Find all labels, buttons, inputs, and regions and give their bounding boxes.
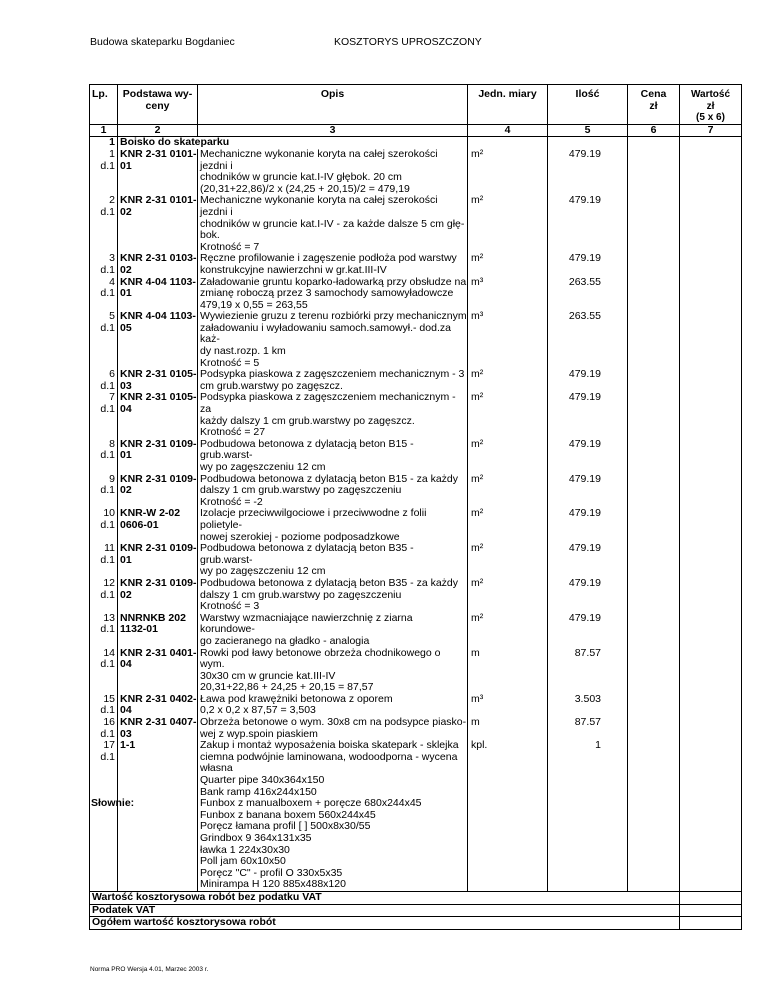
row-number: 7 [109, 391, 115, 404]
row-number: 15 [103, 692, 115, 705]
row-podstawa: KNR 2-31 0105- 03 [118, 369, 198, 392]
row-ilosc: 479.19 [548, 369, 628, 392]
row-jm: m² [468, 253, 548, 276]
row-lp [90, 508, 118, 543]
row-ilosc: 263.55 [548, 277, 628, 312]
row-department: d.1 [100, 159, 115, 172]
summary-brutto-label: Ogółem wartość kosztorysowa robót [90, 917, 680, 930]
row-opis: Zakup i montaż wyposażenia boiska skatepark - sklejka ciemna podwójnie laminowana, wodoodporna - wycena własna Quarter pipe 340x364x150 Bank ramp 416x244x150 Funbox z manualboxem + poręcze 680x244x45 Funbox z banana boxem 560x244x45 Poręcz łamana profil [ ] 500x8x30/55 Grindbox 9 364x131x35 ławka 1 224x30x30 Poll jam 60x10x50 Poręcz "C" - profil O 330x5x35 Minirampa H 120 885x488x120 [198, 740, 468, 891]
summary-brutto-row [90, 917, 742, 930]
col-header-ilosc: Ilość [548, 85, 628, 125]
table-row [90, 578, 742, 613]
row-ilosc: 479.19 [548, 195, 628, 253]
row-wartosc [680, 508, 742, 543]
summary-netto-label: Wartość kosztorysowa robót bez podatku VAT [90, 891, 680, 904]
row-lp [90, 392, 118, 438]
row-jm: m² [468, 149, 548, 195]
row-cena [628, 253, 680, 276]
col-number: 2 [118, 124, 198, 137]
row-cena [628, 277, 680, 312]
summary-brutto-value [680, 917, 742, 930]
row-department: d.1 [100, 704, 115, 717]
document-title: KOSZTORYS UPROSZCZONY [334, 36, 482, 48]
row-opis: Podbudowa betonowa z dylatacją beton B35 - za każdy dalszy 1 cm grub.warstwy po zagęszczeniu Krotność = 3 [198, 578, 468, 613]
row-opis: Ława pod krawężniki betonowa z oporem 0,2 x 0,2 x 87,57 = 3,503 [198, 694, 468, 717]
row-wartosc [680, 195, 742, 253]
row-opis: Podbudowa betonowa z dylatacją beton B15 - grub.warst- wy po zagęszczeniu 12 cm [198, 439, 468, 474]
row-department: d.1 [100, 403, 115, 416]
row-cena [628, 717, 680, 740]
row-department: d.1 [100, 518, 115, 531]
row-department: d.1 [100, 321, 115, 334]
row-number: 12 [103, 576, 115, 589]
row-ilosc: 87.57 [548, 717, 628, 740]
table-row [90, 253, 742, 276]
row-cena [628, 149, 680, 195]
row-jm: m [468, 648, 548, 694]
row-number: 17 [103, 739, 115, 752]
row-cena [628, 740, 680, 891]
row-opis: Izolacje przeciwwilgociowe i przeciwwodne z folii polietyle- nowej szerokiej - poziome podposadzkowe [198, 508, 468, 543]
row-wartosc [680, 439, 742, 474]
row-podstawa: 1-1 [118, 740, 198, 891]
row-opis: Obrzeża betonowe o wym. 30x8 cm na podsypce piasko- wej z wyp.spoin piaskiem [198, 717, 468, 740]
row-number: 5 [109, 310, 115, 323]
row-opis: Wywiezienie gruzu z terenu rozbiórki przy mechanicznym załadowaniu i wyładowaniu samoch.samowył.- dod.za każ- dy nast.rozp. 1 km Krotność = 5 [198, 311, 468, 369]
row-jm: m³ [468, 277, 548, 312]
row-ilosc: 479.19 [548, 149, 628, 195]
table-row [90, 648, 742, 694]
table-row [90, 717, 742, 740]
row-jm: m [468, 717, 548, 740]
table-row [90, 740, 742, 891]
row-podstawa: KNR 4-04 1103- 01 [118, 277, 198, 312]
row-opis: Ręczne profilowanie i zagęszenie podłoża pod warstwy konstrukcyjne nawierzchni w gr.kat.III-IV [198, 253, 468, 276]
table-row [90, 369, 742, 392]
table-header-row [90, 85, 742, 125]
row-lp [90, 369, 118, 392]
row-cena [628, 311, 680, 369]
row-wartosc [680, 694, 742, 717]
row-ilosc: 87.57 [548, 648, 628, 694]
summary-vat-value [680, 904, 742, 917]
row-opis: Warstwy wzmacniające nawierzchnię z ziarna korundowe- go zacieranego na gładko - analogia [198, 613, 468, 648]
row-jm: m² [468, 392, 548, 438]
row-wartosc [680, 311, 742, 369]
row-cena [628, 392, 680, 438]
amount-in-words-label: Słownie: [91, 797, 135, 809]
row-opis: Podbudowa betonowa z dylatacją beton B15 - za każdy dalszy 1 cm grub.warstwy po zagęszczeniu Krotność = -2 [198, 474, 468, 509]
row-department: d.1 [100, 287, 115, 300]
row-opis: Załadowanie gruntu koparko-ładowarką przy obsłudze na zmianę roboczą przez 3 samochody samowyładowcze 479,19 x 0,55 = 263,55 [198, 277, 468, 312]
row-wartosc [680, 578, 742, 613]
table-row [90, 508, 742, 543]
row-number: 16 [103, 716, 115, 729]
row-ilosc: 3.503 [548, 694, 628, 717]
row-ilosc: 479.19 [548, 439, 628, 474]
row-podstawa: KNR 2-31 0109- 02 [118, 474, 198, 509]
row-number: 4 [109, 275, 115, 288]
row-podstawa: KNR 2-31 0101- 01 [118, 149, 198, 195]
table-row [90, 277, 742, 312]
table-row [90, 694, 742, 717]
row-ilosc: 1 [548, 740, 628, 891]
row-department: d.1 [100, 727, 115, 740]
row-wartosc [680, 648, 742, 694]
row-cena [628, 543, 680, 578]
row-wartosc [680, 717, 742, 740]
row-wartosc [680, 474, 742, 509]
col-header-lp: Lp. [90, 85, 118, 125]
document-header-left: Budowa skateparku Bogdaniec [90, 36, 235, 48]
col-header-cena: Cena zł [628, 85, 680, 125]
row-department: d.1 [100, 553, 115, 566]
row-wartosc [680, 392, 742, 438]
row-department: d.1 [100, 588, 115, 601]
col-number: 5 [548, 124, 628, 137]
row-ilosc: 479.19 [548, 253, 628, 276]
row-jm: m² [468, 578, 548, 613]
table-row [90, 195, 742, 253]
row-opis: Podbudowa betonowa z dylatacją beton B35 - grub.warst- wy po zagęszczeniu 12 cm [198, 543, 468, 578]
col-number: 1 [90, 124, 118, 137]
row-ilosc: 479.19 [548, 613, 628, 648]
row-cena [628, 613, 680, 648]
row-department: d.1 [100, 750, 115, 763]
row-number: 13 [103, 611, 115, 624]
row-jm: m² [468, 613, 548, 648]
row-cena [628, 578, 680, 613]
table-row [90, 543, 742, 578]
table-row [90, 392, 742, 438]
row-cena [628, 195, 680, 253]
row-department: d.1 [100, 449, 115, 462]
row-cena [628, 694, 680, 717]
row-wartosc [680, 613, 742, 648]
table-row [90, 311, 742, 369]
row-jm: m³ [468, 694, 548, 717]
row-lp [90, 474, 118, 509]
row-podstawa: KNR-W 2-02 0606-01 [118, 508, 198, 543]
column-number-row [90, 124, 742, 137]
col-header-jm: Jedn. miary [468, 85, 548, 125]
row-cena [628, 648, 680, 694]
row-number: 11 [104, 542, 115, 555]
footer-software-version: Norma PRO Wersja 4.01, Marzec 2003 r. [90, 966, 209, 973]
table-row [90, 474, 742, 509]
row-number: 1 [109, 147, 115, 160]
row-podstawa: NNRNKB 202 1132-01 [118, 613, 198, 648]
row-lp [90, 717, 118, 740]
row-opis: Rowki pod ławy betonowe obrzeża chodnikowego o wym. 30x30 cm w gruncie kat.III-IV 20,31+22,86 + 24,25 + 20,15 = 87,57 [198, 648, 468, 694]
row-podstawa: KNR 2-31 0401- 04 [118, 648, 198, 694]
row-number: 3 [109, 252, 115, 265]
row-number: 10 [103, 507, 115, 520]
row-jm: m² [468, 195, 548, 253]
row-lp [90, 613, 118, 648]
table-row [90, 439, 742, 474]
col-number: 7 [680, 124, 742, 137]
row-opis: Podsypka piaskowa z zagęszczeniem mechanicznym - 3 cm grub.warstwy po zagęszcz. [198, 369, 468, 392]
row-lp [90, 439, 118, 474]
table-row [90, 613, 742, 648]
row-lp [90, 195, 118, 253]
col-number: 3 [198, 124, 468, 137]
section-lp: 1 [90, 137, 118, 149]
row-department: d.1 [100, 484, 115, 497]
row-wartosc [680, 253, 742, 276]
col-header-wartosc: Wartość zł (5 x 6) [680, 85, 742, 125]
row-number: 2 [109, 194, 115, 207]
row-number: 8 [109, 437, 115, 450]
row-cena [628, 474, 680, 509]
row-jm: m² [468, 508, 548, 543]
row-podstawa: KNR 2-31 0105- 04 [118, 392, 198, 438]
row-wartosc [680, 369, 742, 392]
row-wartosc [680, 277, 742, 312]
row-podstawa: KNR 2-31 0407- 03 [118, 717, 198, 740]
row-ilosc: 263.55 [548, 311, 628, 369]
row-number: 9 [109, 472, 115, 485]
row-wartosc [680, 740, 742, 891]
row-podstawa: KNR 4-04 1103- 05 [118, 311, 198, 369]
table-row [90, 149, 742, 195]
row-lp [90, 277, 118, 312]
row-department: d.1 [100, 379, 115, 392]
col-number: 6 [628, 124, 680, 137]
row-jm: m² [468, 474, 548, 509]
row-opis: Podsypka piaskowa z zagęszczeniem mechanicznym - za każdy dalszy 1 cm grub.warstwy po zagęszcz. Krotność = 27 [198, 392, 468, 438]
row-jm: kpl. [468, 740, 548, 891]
col-header-opis: Opis [198, 85, 468, 125]
row-lp [90, 149, 118, 195]
row-jm: m² [468, 369, 548, 392]
row-ilosc: 479.19 [548, 508, 628, 543]
row-cena [628, 508, 680, 543]
row-number: 6 [109, 368, 115, 381]
row-lp [90, 648, 118, 694]
row-jm: m² [468, 543, 548, 578]
summary-netto-row [90, 891, 742, 904]
row-opis: Mechaniczne wykonanie koryta na całej szerokości jezdni i chodników w gruncie kat.I-IV - za każde dalsze 5 cm głę- bok. Krotność = 7 [198, 195, 468, 253]
summary-netto-value [680, 891, 742, 904]
row-lp [90, 740, 118, 891]
row-cena [628, 369, 680, 392]
row-podstawa: KNR 2-31 0103- 02 [118, 253, 198, 276]
row-department: d.1 [100, 263, 115, 276]
summary-vat-row [90, 904, 742, 917]
row-podstawa: KNR 2-31 0109- 01 [118, 439, 198, 474]
row-podstawa: KNR 2-31 0101- 02 [118, 195, 198, 253]
col-number: 4 [468, 124, 548, 137]
row-wartosc [680, 543, 742, 578]
col-header-podstawa: Podstawa wy- ceny [118, 85, 198, 125]
row-lp [90, 543, 118, 578]
row-cena [628, 439, 680, 474]
row-ilosc: 479.19 [548, 474, 628, 509]
row-lp [90, 694, 118, 717]
cost-estimate-table [89, 84, 742, 930]
row-lp [90, 311, 118, 369]
row-ilosc: 479.19 [548, 543, 628, 578]
row-opis: Mechaniczne wykonanie koryta na całej szerokości jezdni i chodników w gruncie kat.I-IV głębok. 20 cm (20,31+22,86)/2 x (24,25 + 20,15)/2 = 479,19 [198, 149, 468, 195]
row-lp [90, 253, 118, 276]
row-podstawa: KNR 2-31 0402- 04 [118, 694, 198, 717]
row-department: d.1 [100, 623, 115, 636]
summary-vat-label: Podatek VAT [90, 904, 680, 917]
row-podstawa: KNR 2-31 0109- 01 [118, 543, 198, 578]
row-podstawa: KNR 2-31 0109- 02 [118, 578, 198, 613]
row-ilosc: 479.19 [548, 578, 628, 613]
row-jm: m³ [468, 311, 548, 369]
row-jm: m² [468, 439, 548, 474]
row-ilosc: 479.19 [548, 392, 628, 438]
row-department: d.1 [100, 205, 115, 218]
row-lp [90, 578, 118, 613]
row-number: 14 [103, 646, 115, 659]
row-department: d.1 [100, 658, 115, 671]
row-wartosc [680, 149, 742, 195]
section-title: Boisko do skateparku [118, 137, 468, 149]
